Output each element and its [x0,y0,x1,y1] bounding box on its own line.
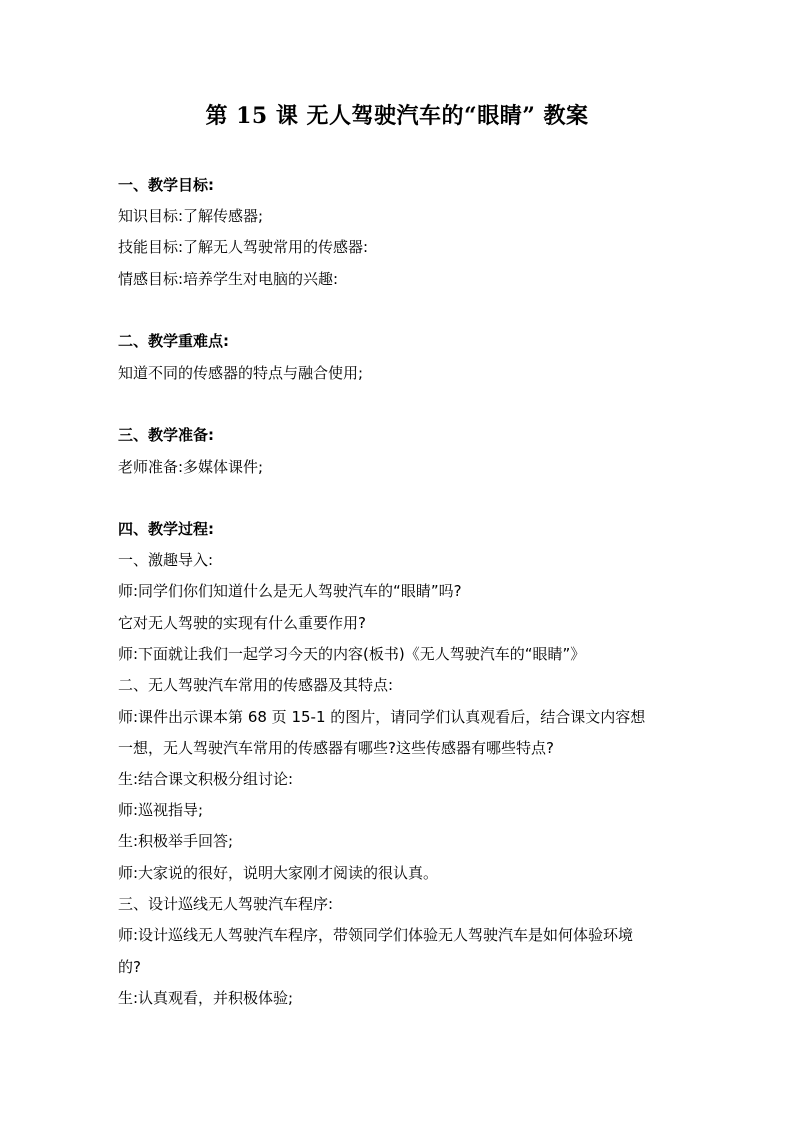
paragraph-line: 老师准备:多媒体课件; [118,458,264,476]
section-heading-process: 四、教学过程: [118,520,214,538]
paragraph-line: 情感目标:培养学生对电脑的兴趣: [118,270,339,288]
section-heading-objectives: 一、教学目标: [118,176,214,194]
paragraph-line: 生:认真观看，并积极体验; [118,989,294,1007]
paragraph-line: 生:结合课文积极分组讨论: [118,770,294,788]
paragraph-line: 它对无人驾驶的实现有什么重要作用? [118,614,366,632]
paragraph-line: 师:大家说的很好，说明大家刚才阅读的很认真。 [118,864,439,882]
paragraph-line: 二、无人驾驶汽车常用的传感器及其特点: [118,676,394,694]
paragraph-line: 师:下面就让我们一起学习今天的内容(板书)《无人驾驶汽车的“眼睛”》 [118,645,586,663]
paragraph-line: 生:积极举手回答; [118,832,234,850]
paragraph-line: 师:课件出示课本第 68 页 15-1 的图片，请同学们认真观看后，结合课文内容想 [118,708,646,726]
paragraph-line: 一想，无人驾驶汽车常用的传感器有哪些?这些传感器有哪些特点? [118,739,554,757]
section-heading-key-points: 二、教学重难点: [118,332,229,350]
document-title: 第 15 课 无人驾驶汽车的“眼睛” 教案 [205,103,589,129]
paragraph-line: 一、激趣导入: [118,551,214,569]
section-heading-preparation: 三、教学准备: [118,426,214,444]
paragraph-line: 三、设计巡线无人驾驶汽车程序: [118,895,334,913]
paragraph-line: 技能目标:了解无人驾驶常用的传感器: [118,238,369,256]
paragraph-line: 师:巡视指导; [118,801,204,819]
paragraph-line: 知识目标:了解传感器; [118,207,264,225]
paragraph-line: 知道不同的传感器的特点与融合使用; [118,364,364,382]
paragraph-line: 师:同学们你们知道什么是无人驾驶汽车的“眼睛”吗? [118,582,462,600]
paragraph-line: 的? [118,958,141,976]
paragraph-line: 师:设计巡线无人驾驶汽车程序，带领同学们体验无人驾驶汽车是如何体验环境 [118,926,634,944]
